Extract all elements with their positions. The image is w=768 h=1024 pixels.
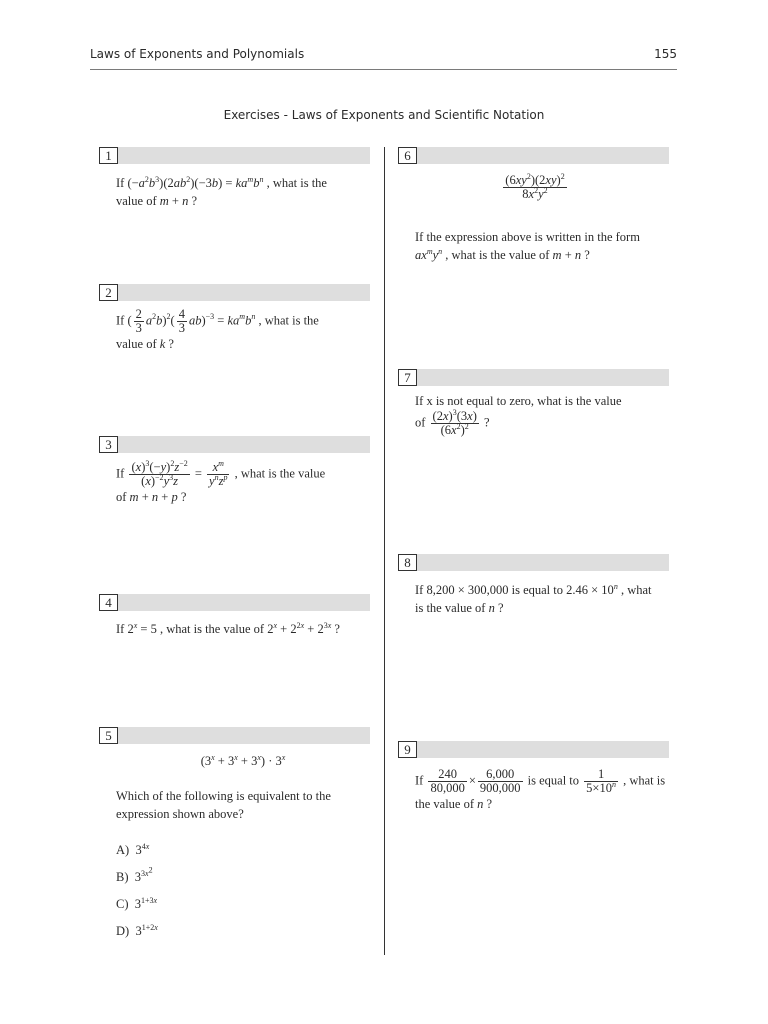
header-rule [90, 69, 677, 70]
question-3-text: If $\frac{(x)^3(-y)^2z^{-2}}{(x)^{-2}y^3z}$ = $\frac{x^m}{y^nz^p}$ , what is the value of m + n + p ? [116, 458, 326, 504]
question-number-8: 8 [398, 554, 417, 571]
question-bar-5 [99, 727, 370, 744]
question-bar-9 [398, 741, 669, 758]
page-number: 155 [654, 47, 677, 61]
answer-choice-b[interactable]: B) $3^{3x^2}$ [116, 865, 153, 884]
question-bar-7 [398, 369, 669, 386]
question-2-text: If ( $\frac{2}{3}$ $a^2b)^2$( $\frac{4}{3}$ $ab)^{-3} = ka^mb^n$ , what is the value of k ? [116, 307, 319, 351]
question-number-9: 9 [398, 741, 417, 758]
answer-choice-c-letter: C) [116, 897, 129, 911]
answer-choice-d[interactable]: D) $3^{1+2x}$ [116, 922, 158, 938]
answer-choice-a-letter: A) [116, 843, 130, 857]
answer-choice-b-letter: B) [116, 870, 129, 884]
question-number-3: 3 [99, 436, 118, 453]
question-bar-1 [99, 147, 370, 164]
question-7-prompt: If x is not equal to zero, what is the value [415, 394, 622, 408]
question-4-text: If $2^x = 5$ , what is the value of $2^x + 2^{2x} + 2^{3x}$ ? [116, 620, 340, 636]
question-number-6: 6 [398, 147, 417, 164]
answer-choice-c[interactable]: C) $3^{1+3x}$ [116, 895, 158, 911]
question-6-text: If the expression above is written in the form $ax^my^n$ , what is the value of m + n ? [415, 230, 640, 262]
question-number-1: 1 [99, 147, 118, 164]
question-6-expression: $\frac{(6xy^2)(2xy)^2}{8x^2y^2}$ [505, 171, 565, 201]
page-heading: Exercises - Laws of Exponents and Scientific Notation [223, 108, 545, 122]
column-divider [384, 147, 385, 955]
question-9-text: If $\frac{240}{80,000}$ × $\frac{6,000}{900,000}$ is equal to $\frac{1}{5\times 10^n}$ , what is the value of n ? [415, 767, 666, 811]
answer-choice-a[interactable]: A) $3^{4x}$ [116, 841, 150, 857]
question-number-7: 7 [398, 369, 417, 386]
question-8-text: If 8,200 × 300,000 is equal to $2.46 \times 10^n$ , what is the value of n ? [415, 581, 652, 615]
question-5-expression: $(3^x + 3^x + 3^x) \cdot 3^x$ [200, 752, 286, 768]
question-number-2: 2 [99, 284, 118, 301]
question-bar-6 [398, 147, 669, 164]
running-title: Laws of Exponents and Polynomials [90, 47, 305, 61]
question-6-prompt: If the expression above is written in the form [415, 230, 640, 244]
question-bar-3 [99, 436, 370, 453]
question-5-prompt: Which of the following is equivalent to the expression shown above? [116, 789, 331, 821]
question-1-text: If $(-a^2b^3)(2ab^2)(-3b) = ka^mb^n$ , what is the value of m + n ? [116, 174, 327, 208]
answer-choice-d-letter: D) [116, 924, 130, 938]
question-number-4: 4 [99, 594, 118, 611]
question-bar-8 [398, 554, 669, 571]
question-7-text: If x is not equal to zero, what is the value of $\frac{(2x)^3(3x)}{(6x^2)^2}$ ? [415, 394, 622, 437]
question-bar-2 [99, 284, 370, 301]
question-number-5: 5 [99, 727, 118, 744]
question-bar-4 [99, 594, 370, 611]
